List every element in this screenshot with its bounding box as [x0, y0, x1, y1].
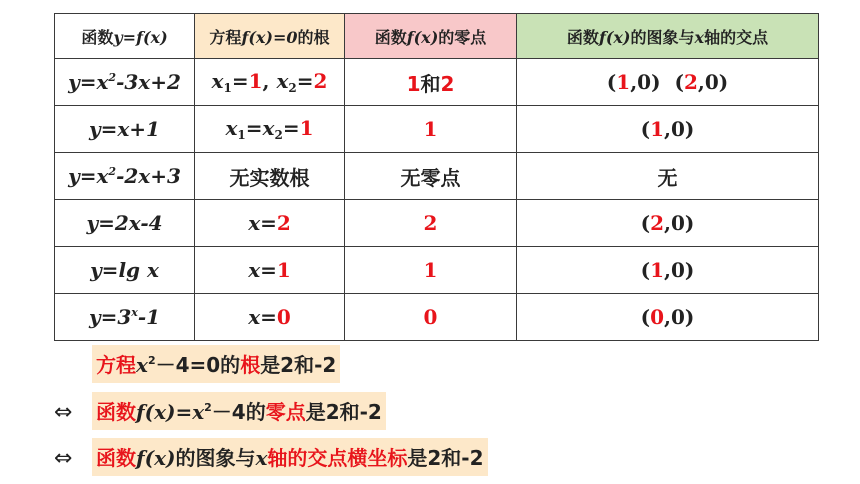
table-row [55, 106, 819, 153]
intersections-cell: (0,0) [517, 294, 819, 341]
function-cell: $y=3^x-1$ [55, 294, 195, 341]
zeros-cell: 无零点 [345, 153, 517, 200]
zeros-cell: 1和2 [345, 59, 517, 106]
function-zero-table [54, 13, 819, 341]
table-row [55, 200, 819, 247]
intersections-cell: (1,0) [517, 106, 819, 153]
zeros-cell: 1 [345, 247, 517, 294]
function-cell: y=x+1 [55, 106, 195, 153]
table-row [55, 153, 819, 200]
intersections-cell: (1,0) [517, 247, 819, 294]
function-cell: y=lg x [55, 247, 195, 294]
zeros-cell: 0 [345, 294, 517, 341]
table-header-row [55, 14, 819, 59]
function-cell: y=2x-4 [55, 200, 195, 247]
function-cell: $y=x^2-2x+3$ [55, 153, 195, 200]
roots-cell: x=1 [195, 247, 345, 294]
intersections-cell: (2,0) [517, 200, 819, 247]
roots-cell: $x_1=1$, $x_2=2$ [195, 59, 345, 106]
zeros-cell: 2 [345, 200, 517, 247]
function-cell: $y=x^2-3x+2$ [55, 59, 195, 106]
equivalence-icon: ⇔ [54, 446, 73, 471]
roots-cell: $x_1=x_2=1$ [195, 106, 345, 153]
statement-zeros: ⇔ 函数$f(x)=x^2-4$的零点是2和-2 [54, 392, 386, 430]
intersections-cell: 无 [517, 153, 819, 200]
intersections-cell: (1,0) (2,0) [517, 59, 819, 106]
header-zeros: 函数f(x)的零点 [345, 14, 517, 59]
header-function: 函数y=f(x) [55, 14, 195, 59]
header-equation-roots: 方程f(x)=0的根 [195, 14, 345, 59]
equivalence-icon: ⇔ [54, 400, 73, 425]
table-row [55, 294, 819, 341]
table-row [55, 59, 819, 106]
roots-cell: x=2 [195, 200, 345, 247]
header-intersections: 函数f(x)的图象与x轴的交点 [517, 14, 819, 59]
table-row [55, 247, 819, 294]
zeros-cell: 1 [345, 106, 517, 153]
statement-roots: 方程$x^2-4=0$的根是2和-2 [92, 345, 340, 383]
statement-intersections: ⇔ 函数f(x)的图象与x轴的交点横坐标是2和-2 [54, 438, 488, 476]
roots-cell: 无实数根 [195, 153, 345, 200]
roots-cell: x=0 [195, 294, 345, 341]
